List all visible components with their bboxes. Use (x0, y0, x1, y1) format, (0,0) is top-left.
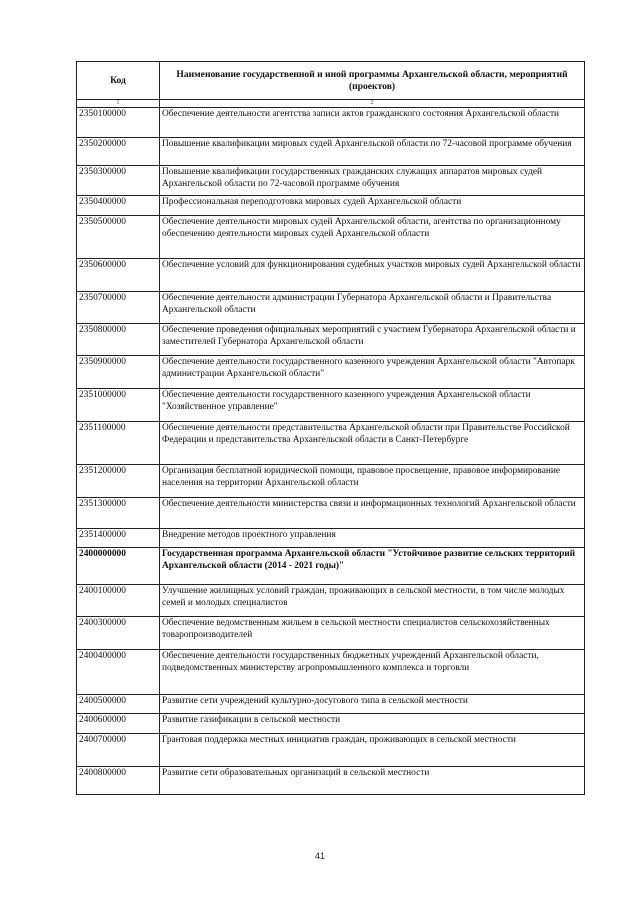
row-name: Улучшение жилищных условий граждан, проживающих в сельской местности, в том числе молодых семей и молодых специалистов (160, 585, 585, 617)
row-code: 2350200000 (77, 138, 160, 166)
row-name: Грантовая поддержка местных инициатив граждан, проживающих в сельской местности (160, 734, 585, 767)
row-code: 2400500000 (77, 695, 160, 714)
table-row (77, 356, 585, 389)
table-row (77, 292, 585, 324)
row-name: Обеспечение деятельности министерства связи и информационных технологий Архангельской области (160, 498, 585, 529)
row-code: 2351100000 (77, 422, 160, 465)
row-code: 2351200000 (77, 465, 160, 498)
table-row (77, 108, 585, 138)
row-name: Обеспечение условий для функционирования судебных участков мировых судей Архангельской области (160, 259, 585, 292)
row-name: Профессиональная переподготовка мировых судей Архангельской области (160, 196, 585, 216)
table-row (77, 585, 585, 617)
table-header-row (77, 62, 585, 100)
table-row (77, 166, 585, 196)
row-name: Обеспечение деятельности государственных бюджетных учреждений Архангельской области, подведомственных министерству агропромышленного комплекса и торговли (160, 650, 585, 695)
column-number-row (77, 100, 585, 108)
row-name: Обеспечение проведения официальных мероприятий с участием Губернатора Архангельской области и заместителей Губернатора Архангельской области (160, 324, 585, 356)
row-code: 2400600000 (77, 714, 160, 734)
row-code: 2350900000 (77, 356, 160, 389)
table-row (77, 617, 585, 650)
table-row (77, 714, 585, 734)
row-name: Организация бесплатной юридической помощи, правовое просвещение, правовое информирование населения на территории Архангельской области (160, 465, 585, 498)
table-row (77, 529, 585, 548)
table-row (77, 465, 585, 498)
row-name: Обеспечение деятельности государственного казенного учреждения Архангельской области "Автопарк администрации Архангельской области" (160, 356, 585, 389)
table-row (77, 216, 585, 259)
table-row (77, 548, 585, 585)
column-number-1: 1 (77, 100, 160, 108)
row-name: Повышение квалификации государственных гражданских служащих аппаратов мировых судей Архангельской области по 72-часовой программе обучения (160, 166, 585, 196)
row-code: 2350700000 (77, 292, 160, 324)
row-code: 2351300000 (77, 498, 160, 529)
row-code: 2350500000 (77, 216, 160, 259)
column-header-code: Код (77, 62, 160, 100)
row-code: 2351000000 (77, 389, 160, 422)
table-row (77, 695, 585, 714)
row-code: 2400700000 (77, 734, 160, 767)
row-name: Развитие сети учреждений культурно-досугового типа в сельской местности (160, 695, 585, 714)
table-row (77, 767, 585, 795)
row-code: 2400000000 (77, 548, 160, 585)
table-row (77, 650, 585, 695)
row-code: 2400100000 (77, 585, 160, 617)
row-name: Обеспечение деятельности мировых судей Архангельской области, агентства по организационному обеспечению деятельности мировых судей Архангельской области (160, 216, 585, 259)
column-number-2: 2 (160, 100, 585, 108)
row-code: 2400800000 (77, 767, 160, 795)
program-codes-table (76, 61, 585, 795)
row-code: 2350100000 (77, 108, 160, 138)
table-row (77, 734, 585, 767)
row-name: Обеспечение ведомственным жильем в сельской местности специалистов сельскохозяйственных товаропроизводителей (160, 617, 585, 650)
row-name: Обеспечение деятельности агентства записи актов гражданского состояния Архангельской области (160, 108, 585, 138)
row-code: 2350600000 (77, 259, 160, 292)
row-name: Обеспечение деятельности государственного казенного учреждения Архангельской области "Хозяйственное управление" (160, 389, 585, 422)
row-code: 2350400000 (77, 196, 160, 216)
row-name: Внедрение методов проектного управления (160, 529, 585, 548)
row-name: Развитие газификации в сельской местности (160, 714, 585, 734)
table-row (77, 498, 585, 529)
row-name: Государственная программа Архангельской области "Устойчивое развитие сельских территорий Архангельской области (2014 - 2021 годы)" (160, 548, 585, 585)
row-code: 2350300000 (77, 166, 160, 196)
table-row (77, 259, 585, 292)
table-row (77, 324, 585, 356)
row-code: 2400300000 (77, 617, 160, 650)
row-name: Повышение квалификации мировых судей Архангельской области по 72-часовой программе обучения (160, 138, 585, 166)
page-number: 41 (314, 851, 325, 861)
table-row (77, 196, 585, 216)
table-row (77, 138, 585, 166)
table-row (77, 422, 585, 465)
row-name: Обеспечение деятельности представительства Архангельской области при Правительстве Российской Федерации и представительства Архангельской области в Санкт-Петербурге (160, 422, 585, 465)
column-header-name: Наименование государственной и иной программы Архангельской области, мероприятий (проектов) (160, 62, 585, 100)
row-code: 2400400000 (77, 650, 160, 695)
row-name: Развитие сети образовательных организаций в сельской местности (160, 767, 585, 795)
table-row (77, 389, 585, 422)
row-code: 2350800000 (77, 324, 160, 356)
row-code: 2351400000 (77, 529, 160, 548)
row-name: Обеспечение деятельности администрации Губернатора Архангельской области и Правительства Архангельской области (160, 292, 585, 324)
